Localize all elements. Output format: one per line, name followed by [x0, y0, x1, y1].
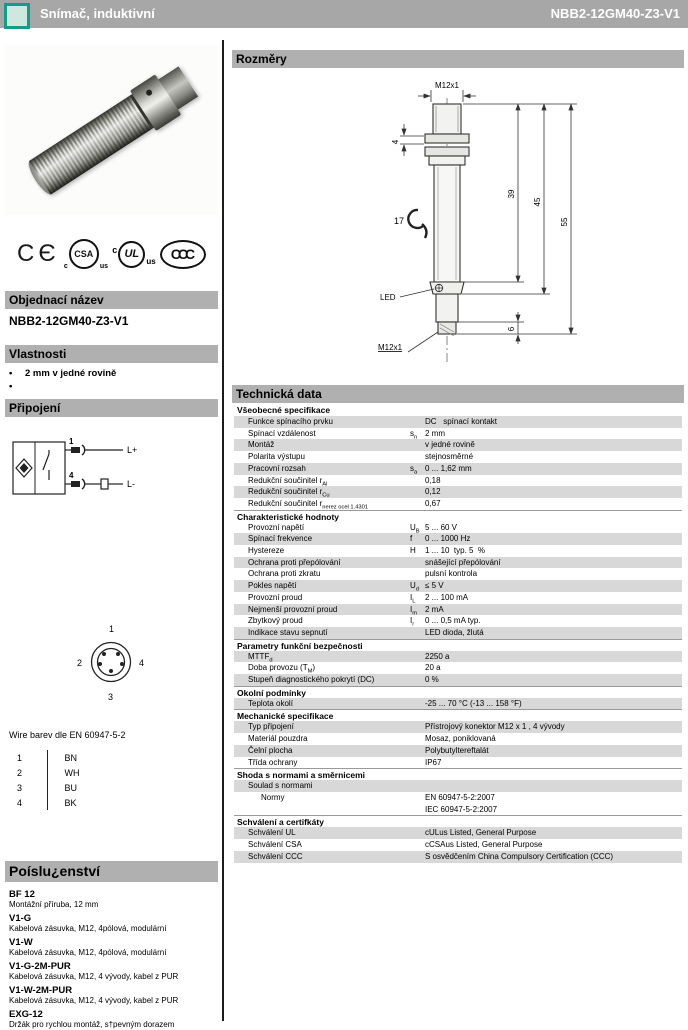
ce-mark-icon: CЄ: [17, 240, 60, 267]
tech-row-label: Redukční součinitel $r_{Cu}$: [248, 487, 330, 499]
tech-row: [234, 486, 682, 498]
tech-row-label: Pracovní rozsah: [248, 463, 306, 473]
tech-row-label: Materiál pouzdra: [248, 734, 308, 744]
tech-row: [234, 557, 682, 569]
wire-color-row: 2 WH: [17, 765, 107, 780]
tech-row: [234, 522, 682, 534]
tech-row: [234, 498, 682, 510]
tech-row-value: 0,12: [425, 487, 441, 497]
accessory-name: V1-W: [9, 937, 33, 948]
features-list: [9, 367, 214, 393]
tech-row: [234, 780, 682, 792]
tech-row-symbol: [410, 698, 425, 710]
tech-section-title: Okolní podmínky: [234, 686, 682, 698]
svg-text:L+: L+: [127, 445, 138, 455]
accessories-list: [9, 886, 218, 1030]
tech-row: [234, 604, 682, 616]
svg-text:1: 1: [109, 624, 115, 634]
dim-6: 6: [507, 326, 516, 332]
accessory-name: EXG-12: [9, 1009, 43, 1020]
tech-row: [234, 733, 682, 745]
tech-row-symbol: [410, 416, 425, 428]
tech-row-symbol: $s_n$: [410, 428, 418, 441]
tech-row-symbol: [410, 486, 425, 498]
tech-row-value: EN 60947-5-2:2007 IEC 60947-5-2:2007: [425, 792, 498, 814]
tech-row: [234, 580, 682, 592]
section-accessories-title: Poíslu¿enství: [5, 861, 218, 882]
dim-39: 39: [507, 189, 516, 199]
tech-row-symbol: f: [410, 534, 413, 544]
accessory-description: Kabelová zásuvka, M12, 4pólová, modulární: [9, 948, 167, 957]
dim-washer: 4: [391, 139, 400, 145]
tech-row-symbol: [410, 475, 425, 487]
tech-row-label: Schválení CCC: [248, 851, 303, 861]
section-dimensions-title: Rozměry: [232, 50, 684, 68]
tech-row-symbol: $s_a$: [410, 463, 418, 476]
tech-row-label: Provozní proud: [248, 592, 303, 602]
certification-logos: [5, 225, 218, 283]
section-order-title: Objednací název: [5, 291, 218, 309]
tech-row-value: DC spínací kontakt: [425, 417, 498, 426]
tech-row-symbol: [410, 721, 425, 733]
feature-item: •: [9, 381, 13, 392]
tech-row: [234, 475, 682, 487]
tech-row: [234, 651, 682, 663]
tech-row-value: v jedné rovině: [425, 440, 475, 450]
tech-section-title: Parametry funkční bezpečnosti: [234, 639, 682, 651]
tech-row-value: 2 mm: [425, 428, 445, 438]
connector-pinout: [5, 598, 218, 728]
sensor-symbol-icon: [16, 459, 32, 477]
tech-row-value: 0 ... 1,62 mm: [425, 463, 472, 473]
wire-color-row: 4 BK: [17, 795, 107, 810]
tech-row: [234, 698, 682, 710]
tech-row-label: Normy: [261, 792, 285, 802]
tech-row-symbol: [410, 498, 425, 510]
wiring-diagram: [5, 432, 218, 512]
svg-text:3: 3: [108, 692, 114, 702]
tech-row: [234, 792, 682, 815]
tech-row-label: Redukční součinitel $r_{nerez ocel 1.4301}$: [248, 498, 368, 511]
tech-row: [234, 592, 682, 604]
tech-row-value: 5 ... 60 V: [425, 522, 458, 532]
tech-row: [234, 428, 682, 440]
tech-row-value: 0 %: [425, 675, 439, 685]
tech-row-label: Pokles napětí: [248, 581, 297, 591]
svg-text:4: 4: [139, 658, 145, 668]
tech-row-value: 20 a: [425, 663, 441, 673]
tech-row: [234, 721, 682, 733]
accessory-description: Kabelová zásuvka, M12, 4 vývody, kabel z PUR: [9, 996, 179, 1005]
tech-row-value: cCSAus Listed, General Purpose: [425, 840, 543, 850]
tech-row-value: 0,18: [425, 475, 441, 485]
tech-row-value: stejnosměrné: [425, 452, 474, 462]
wire-color-note: Wire barev dle EN 60947-5-2: [9, 730, 126, 740]
tech-row: [234, 757, 682, 769]
tech-row-value: 2 mA: [425, 604, 444, 614]
dim-55: 55: [560, 217, 569, 227]
accessory-name: V1-G: [9, 913, 32, 924]
tech-row-label: Polarita výstupu: [248, 452, 305, 462]
tech-row-symbol: [410, 792, 425, 815]
accessory-description: Kabelová zásuvka, M12, 4pólová, modulární: [9, 924, 167, 933]
tech-row: [234, 533, 682, 545]
ccc-mark-icon: CCC: [160, 240, 206, 269]
accessory-name: BF 12: [9, 889, 35, 900]
tech-row-value: -25 ... 70 °C (-13 ... 158 °F): [425, 698, 522, 708]
page-header: [0, 0, 688, 28]
tech-row-label: Redukční součinitel $r_{Al}$: [248, 475, 328, 488]
svg-text:4: 4: [69, 471, 74, 480]
dim-thread-bottom: M12x1: [378, 343, 403, 352]
tech-row-symbol: [410, 851, 425, 863]
product-photo: [5, 45, 218, 215]
tech-row-label: Hystereze: [248, 546, 285, 556]
column-divider: [222, 40, 224, 1021]
tech-row-label: Schválení CSA: [248, 840, 302, 850]
tech-row-symbol: [410, 557, 425, 569]
svg-text:L-: L-: [127, 479, 136, 489]
tech-table: [234, 404, 682, 863]
tech-row-label: $MTTF_d$: [248, 651, 273, 664]
tech-row-value: 1 ... 10 typ. 5 %: [425, 546, 486, 556]
tech-row-value: snášející přepólování: [425, 557, 501, 567]
tech-row: [234, 839, 682, 851]
tech-row-symbol: [410, 568, 425, 580]
tech-row-label: Spínací vzdálenost: [248, 428, 316, 438]
dim-45: 45: [533, 197, 542, 207]
tech-row-symbol: $U_d$: [410, 581, 419, 593]
tech-row-symbol: $I_L$: [410, 592, 416, 605]
tech-row-label: Indikace stavu sepnutí: [248, 627, 328, 637]
tech-row-label: Doba provozu $(T_M)$: [248, 663, 316, 675]
tech-row-label: Nejmenší provozní proud: [248, 604, 338, 614]
tech-row-value: cULus Listed, General Purpose: [425, 828, 537, 838]
svg-text:2: 2: [77, 658, 83, 668]
brand-logo-icon: [4, 3, 30, 29]
tech-row-label: Stupeň diagnostického pokrytí (DC): [248, 675, 375, 685]
tech-row: [234, 745, 682, 757]
tech-row-value: 0 ... 1000 Hz: [425, 534, 471, 544]
tech-row-symbol: [410, 733, 425, 745]
tech-row-value: [425, 780, 682, 792]
dimension-drawing: [232, 72, 684, 382]
wire-color-rows: [17, 750, 107, 810]
accessory-description: Kabelová zásuvka, M12, 4 vývody, kabel z PUR: [9, 972, 179, 981]
tech-row: [234, 851, 682, 863]
section-connection-title: Připojení: [5, 399, 218, 417]
tech-row: [234, 827, 682, 839]
tech-row: [234, 627, 682, 639]
header-model-number: NBB2-12GM40-Z3-V1: [550, 6, 680, 21]
tech-row-label: Zbytkový proud: [248, 616, 303, 626]
tech-row-label: Schválení UL: [248, 828, 296, 838]
accessory-name: V1-W-2M-PUR: [9, 985, 73, 996]
accessory-description: Montážní příruba, 12 mm: [9, 900, 99, 909]
tech-row-symbol: H: [410, 546, 416, 556]
wire-color-row: 3 BU: [17, 780, 107, 795]
tech-row-symbol: [410, 439, 425, 451]
accessory-name: V1-G-2M-PUR: [9, 961, 71, 972]
tech-row-label: Ochrana proti zkratu: [248, 569, 321, 579]
order-code: NBB2-12GM40-Z3-V1: [9, 314, 129, 328]
page-title: Snímač, induktivní: [40, 6, 155, 21]
section-tech-title: Technická data: [232, 385, 684, 403]
dim-thread-top: M12x1: [434, 81, 460, 90]
accessory-description: Držák pro rychlou montáž, s†pevným dorazem: [9, 1020, 175, 1029]
section-features-title: Vlastnosti: [5, 345, 218, 363]
tech-section-title: Charakteristické hodnoty: [234, 510, 682, 522]
tech-row-value: S osvědčením China Compulsory Certification (CCC): [425, 851, 614, 861]
tech-row: [234, 416, 682, 428]
tech-row-value: Mosaz, poniklovaná: [425, 734, 496, 744]
tech-row: [234, 568, 682, 580]
wire-color-table: [17, 750, 107, 810]
tech-section-title: Schválení a certifkáty: [234, 815, 682, 827]
tech-row-symbol: $I_r$: [410, 616, 415, 628]
tech-row-symbol: [410, 745, 425, 757]
tech-row-symbol: [410, 674, 425, 686]
tech-row-symbol: [410, 451, 425, 463]
tech-row-value: Polybutyltereftalát: [425, 745, 489, 755]
right-column: [232, 28, 684, 1021]
tech-row-value: Přístrojový konektor M12 x 1 , 4 vývody: [425, 722, 565, 732]
tech-row: [234, 662, 682, 674]
tech-row-symbol: [410, 627, 425, 639]
dim-wrench: 17: [394, 216, 405, 226]
tech-row-symbol: $I_m$: [410, 604, 418, 617]
tech-row-value: 0 ... 0,5 mA typ.: [425, 616, 481, 626]
tech-row-label: Provozní napětí: [248, 522, 305, 532]
tech-row-symbol: [410, 651, 425, 663]
tech-row-symbol: [410, 827, 425, 839]
tech-row-symbol: $U_B$: [410, 522, 420, 535]
tech-row: [234, 545, 682, 557]
tech-row-value: 2250 a: [425, 651, 450, 661]
tech-row-value: 0,67: [425, 498, 441, 508]
tech-row-symbol: [410, 780, 425, 792]
wire-color-row: 1 BN: [17, 750, 107, 765]
sensor-image: [23, 61, 202, 200]
tech-row-label: Montáž: [248, 440, 275, 450]
tech-row-value: IP67: [425, 757, 442, 767]
tech-row-label: Funkce spínacího prvku: [248, 417, 333, 426]
tech-row-label: Typ připojení: [248, 722, 294, 732]
svg-text:1: 1: [69, 437, 74, 446]
tech-row-value: ≤ 5 V: [425, 581, 444, 591]
feature-item: • 2 mm v jedné rovině: [9, 368, 117, 379]
tech-section-title: Shoda s normami a směrnicemi: [234, 768, 682, 780]
tech-row-label: Čelní plocha: [248, 745, 293, 755]
tech-row: [234, 439, 682, 451]
tech-row-label: Ochrana proti přepólování: [248, 557, 341, 567]
tech-section-title: Všeobecné specifikace: [237, 405, 331, 415]
tech-row-symbol: [410, 757, 425, 769]
csa-mark-icon: c CSA us: [64, 239, 108, 269]
tech-row-label: Spínací frekvence: [248, 534, 313, 544]
tech-row-symbol: [410, 839, 425, 851]
left-column: [5, 28, 218, 1029]
tech-row-value: LED dioda, žlutá: [425, 627, 484, 637]
tech-section-title: Mechanické specifikace: [234, 709, 682, 721]
cul-us-mark-icon: c UL us: [112, 241, 155, 268]
tech-row-symbol: [410, 662, 425, 674]
tech-row-value: pulsní kontrola: [425, 569, 478, 579]
dim-led-label: LED: [380, 293, 396, 302]
tech-row-value: 2 ... 100 mA: [425, 592, 469, 602]
tech-row-label: Teplota okolí: [248, 698, 293, 708]
tech-row-label: Třída ochrany: [248, 757, 298, 767]
tech-row: [234, 451, 682, 463]
tech-row: [234, 674, 682, 686]
tech-row: [234, 615, 682, 627]
tech-row-label: Soulad s normami: [248, 781, 313, 791]
tech-row: [234, 463, 682, 475]
